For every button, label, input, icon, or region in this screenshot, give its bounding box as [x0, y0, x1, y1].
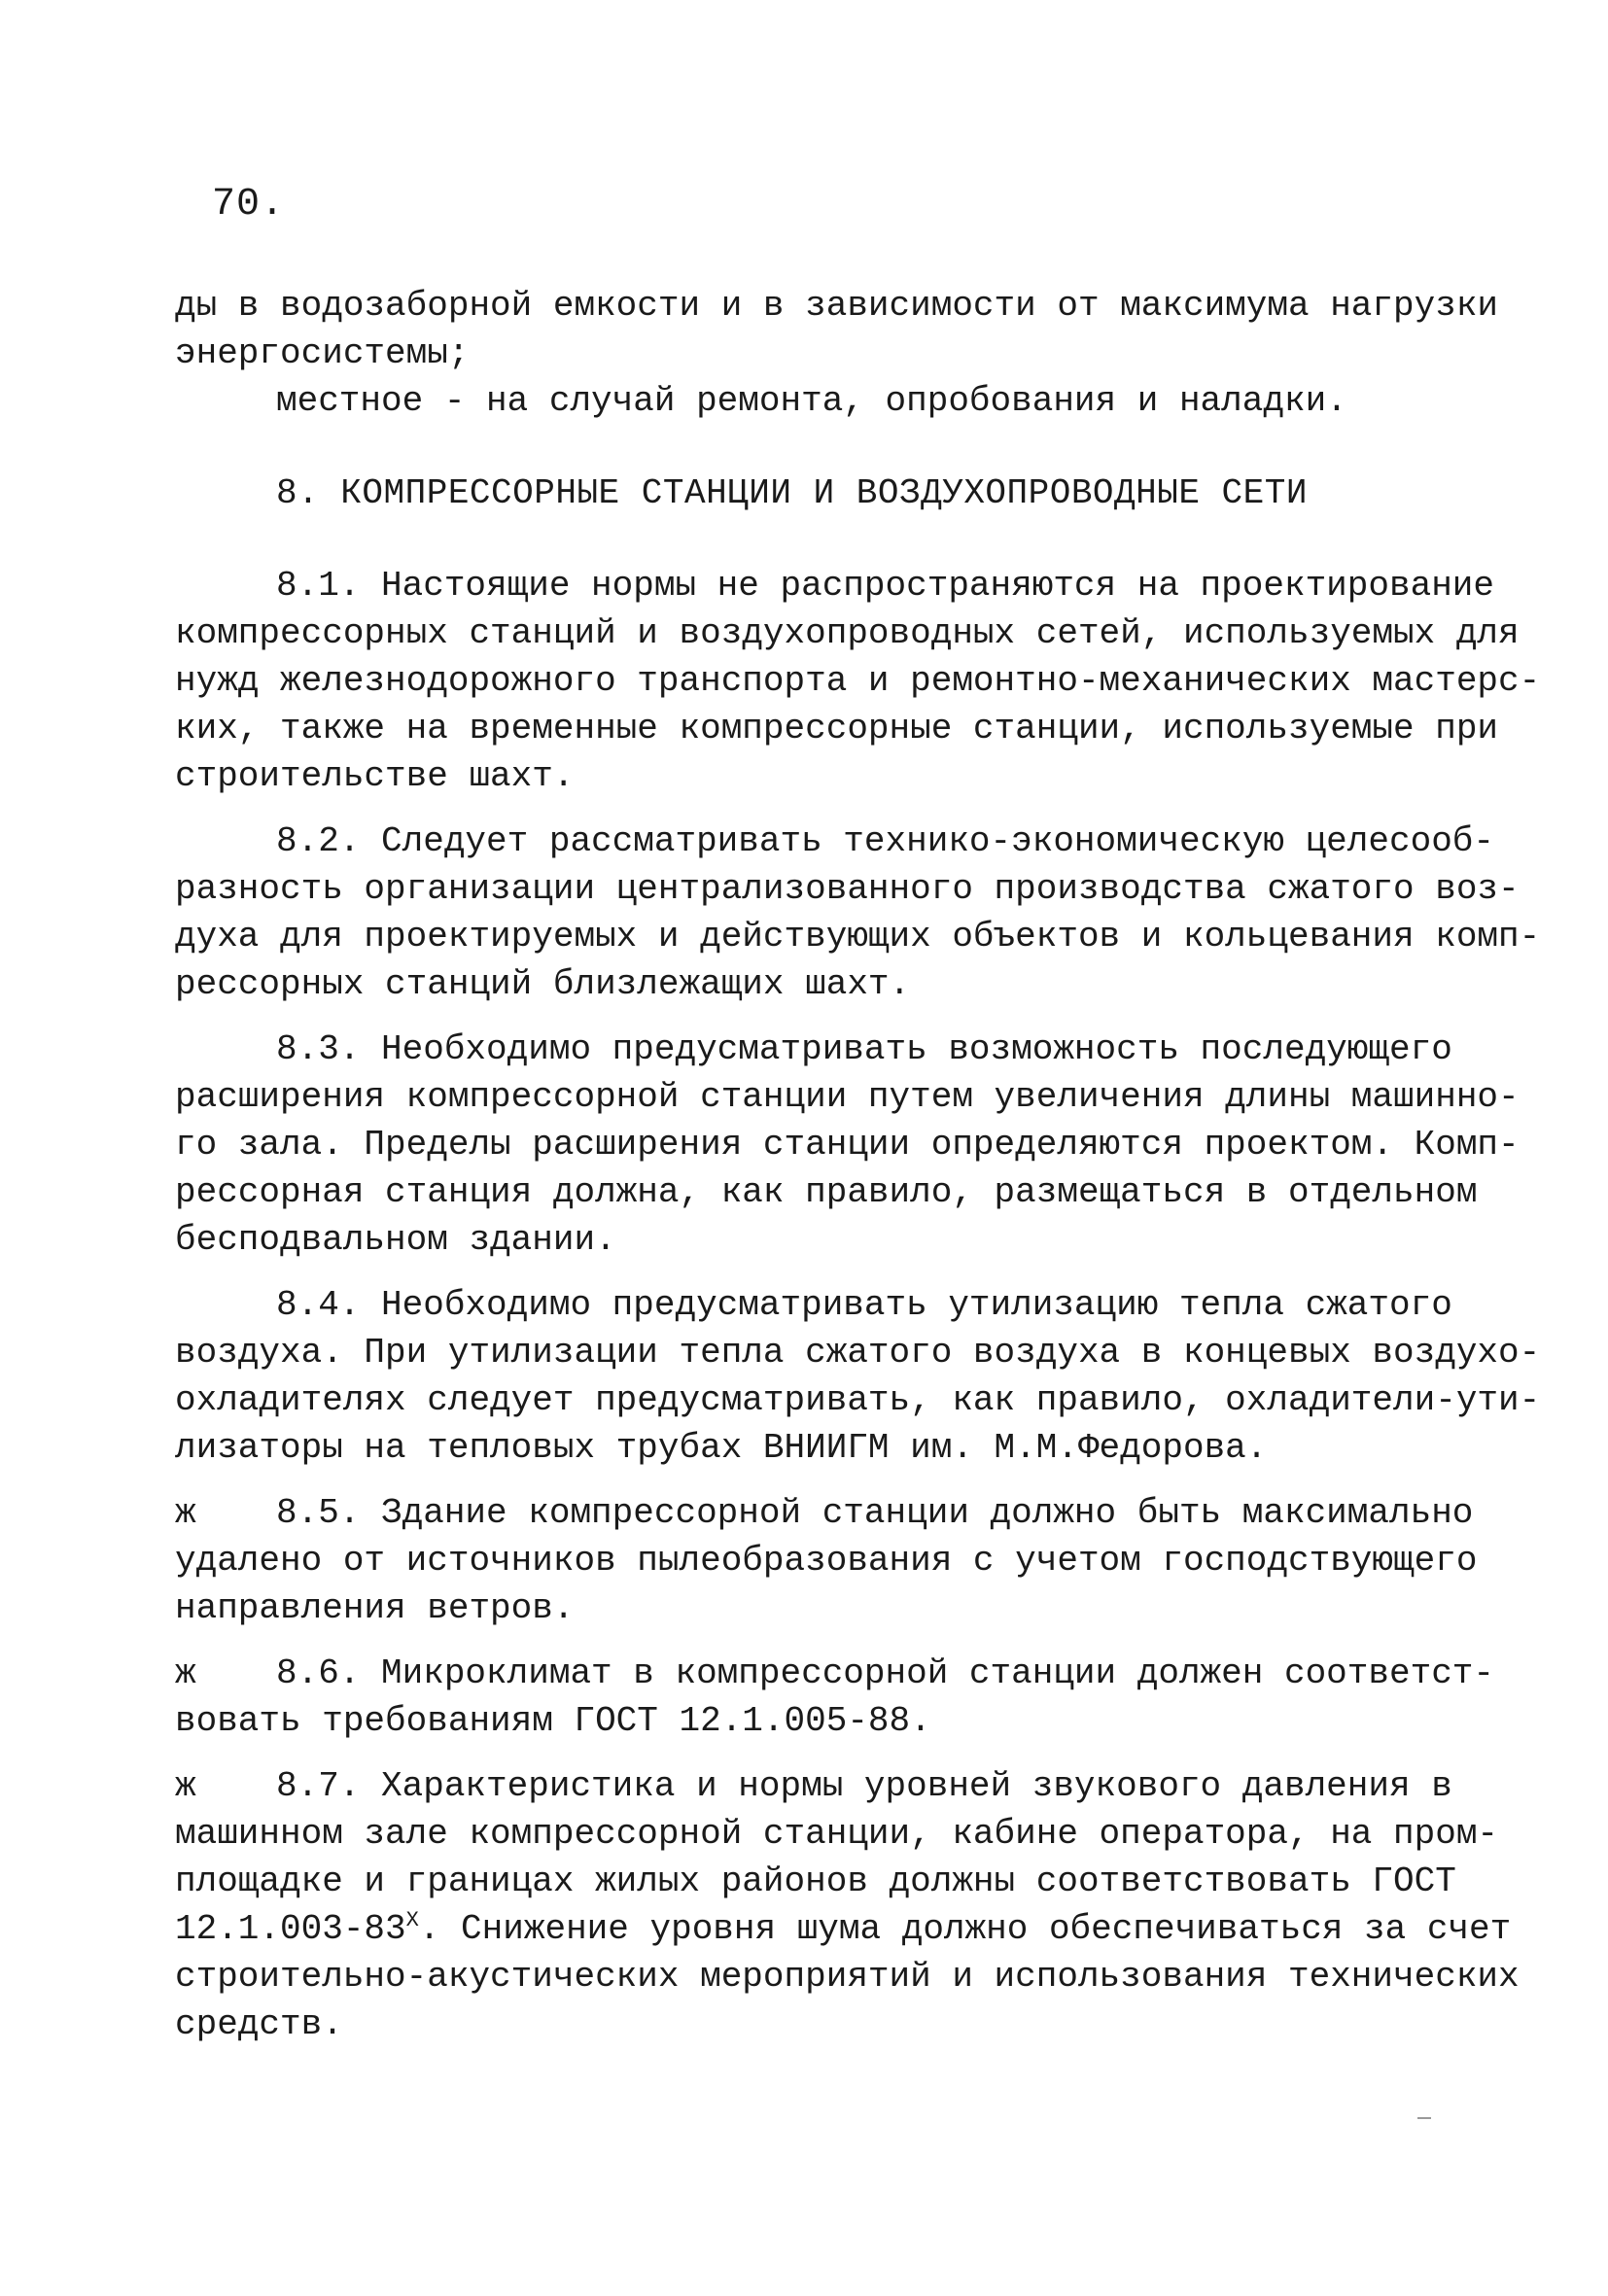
paragraph-first-text: 8.7. Характеристика и нормы уровней звукового давления в	[276, 1766, 1452, 1806]
section-heading: 8. КОМПРЕССОРНЫЕ СТАНЦИИ И ВОЗДУХОПРОВОДНЫЕ СЕТИ	[276, 473, 1308, 513]
paragraph-first-line	[175, 1650, 1495, 1697]
text-line: направления ветров.	[175, 1588, 575, 1628]
text-line: бесподвальном здании.	[175, 1220, 616, 1260]
text-line: компрессорных станций и воздухопроводных сетей, используемых для	[175, 613, 1520, 653]
text-line: площадке и границах жилых районов должны соответствовать ГОСТ	[175, 1861, 1456, 1901]
paragraph-first-line: 8.2. Следует рассматривать технико-экономическую целесооб-	[276, 821, 1495, 861]
text-line: воздуха. При утилизации тепла сжатого воздуха в концевых воздухо-	[175, 1333, 1541, 1373]
text-line: строительно-акустических мероприятий и использования технических	[175, 1957, 1520, 1997]
paragraph-8-7	[175, 1762, 1520, 2048]
paragraph-first-line: 8.3. Необходимо предусматривать возможность последующего	[276, 1029, 1452, 1069]
text-line: энергосистемы;	[175, 333, 470, 373]
asterisk-mark: ж	[175, 1766, 196, 1806]
paragraph-8-1	[175, 562, 1541, 800]
scan-artifact-mark	[1417, 2117, 1431, 2119]
gost-line	[175, 1905, 1512, 1953]
text-line: расширения компрессорной станции путем увеличения длины машинно-	[175, 1077, 1520, 1117]
gost-superscript: Х	[405, 1908, 419, 1932]
text-line: духа для проектируемых и действующих объектов и кольцевания комп-	[175, 917, 1541, 957]
paragraph-8-5	[175, 1489, 1478, 1632]
paragraph-first-line	[175, 1762, 1452, 1810]
text-line: ды в водозаборной емкости и в зависимости от максимума нагрузки	[175, 286, 1499, 326]
page-number: 70.	[212, 183, 286, 226]
asterisk-mark: ж	[175, 1653, 196, 1693]
gost-number: 12.1.003-83	[175, 1909, 406, 1949]
gost-line-tail: . Снижение уровня шума должно обеспечиваться за счет	[418, 1909, 1512, 1949]
text-line: го зала. Пределы расширения станции определяются проектом. Комп-	[175, 1125, 1520, 1165]
intro-block	[175, 282, 1499, 425]
text-line: ких, также на временные компрессорные станции, используемые при	[175, 709, 1499, 748]
paragraph-8-3	[175, 1026, 1520, 1264]
text-line: рессорных станций близлежащих шахт.	[175, 964, 911, 1004]
paragraph-first-text: 8.6. Микроклимат в компрессорной станции должен соответст-	[276, 1653, 1495, 1693]
text-line: рессорная станция должна, как правило, размещаться в отдельном	[175, 1172, 1478, 1212]
paragraph-first-line	[175, 1489, 1474, 1537]
text-line: машинном зале компрессорной станции, кабине оператора, на пром-	[175, 1814, 1499, 1854]
text-line: вовать требованиям ГОСТ 12.1.005-88.	[175, 1701, 931, 1741]
paragraph-8-4	[175, 1281, 1541, 1472]
text-line: охладителях следует предусматривать, как правило, охладители-ути-	[175, 1380, 1541, 1420]
text-line: нужд железнодорожного транспорта и ремонтно-механических мастерс-	[175, 661, 1541, 701]
paragraph-8-6	[175, 1650, 1495, 1745]
text-line: удалено от источников пылеобразования с учетом господствующего	[175, 1541, 1478, 1581]
text-line: разность организации централизованного производства сжатого воз-	[175, 869, 1520, 909]
paragraph-first-line: 8.4. Необходимо предусматривать утилизацию тепла сжатого	[276, 1285, 1452, 1325]
text-line: местное - на случай ремонта, опробования и наладки.	[276, 381, 1347, 421]
text-line: средств.	[175, 2004, 343, 2044]
paragraph-first-line: 8.1. Настоящие нормы не распространяются на проектирование	[276, 566, 1495, 606]
paragraph-first-text: 8.5. Здание компрессорной станции должно быть максимально	[276, 1493, 1474, 1533]
paragraph-8-2	[175, 818, 1541, 1008]
page-content	[175, 282, 1541, 2048]
asterisk-mark: ж	[175, 1493, 196, 1533]
text-line: строительстве шахт.	[175, 756, 575, 796]
text-line: лизаторы на тепловых трубах ВНИИГМ им. М.М.Федорова.	[175, 1428, 1268, 1468]
